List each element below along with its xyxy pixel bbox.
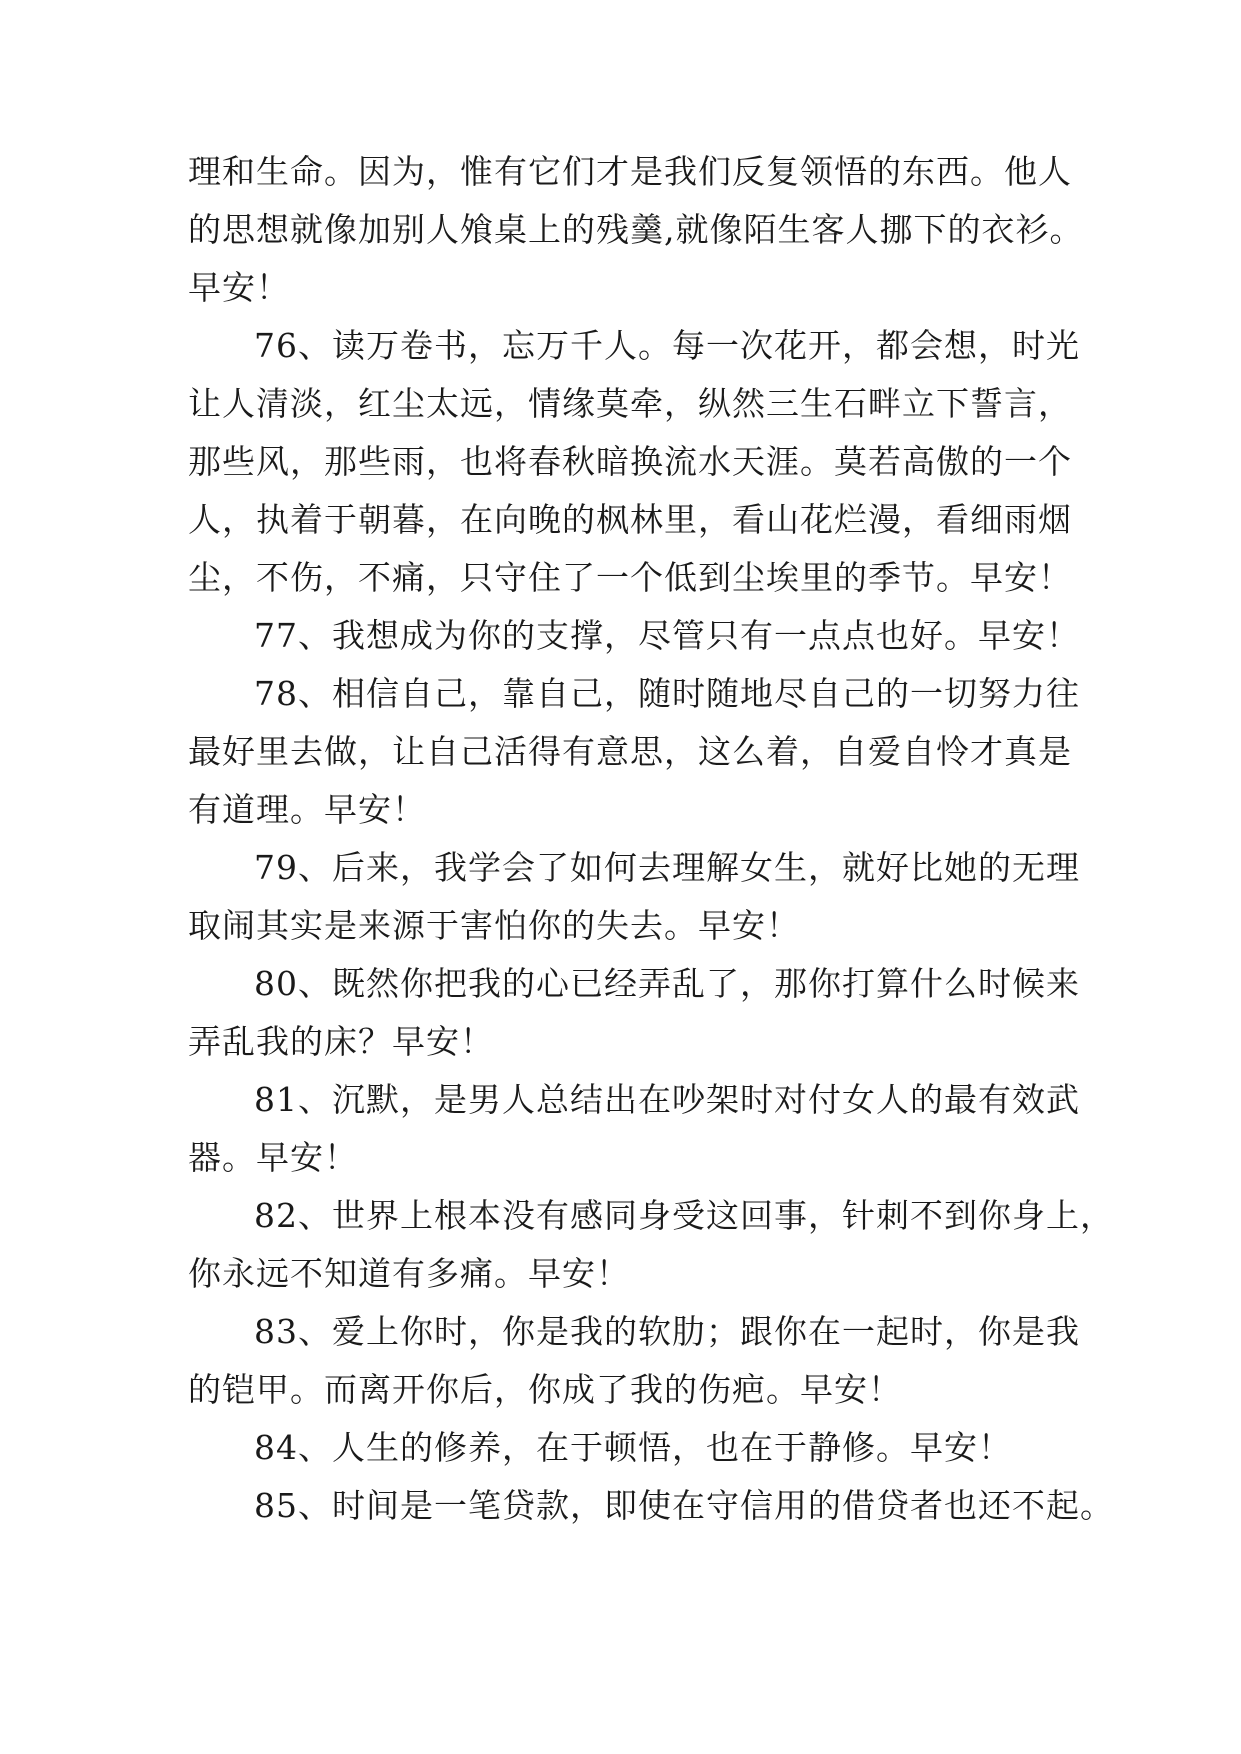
paragraph-78-start: 78、相信自己，靠自己，随时随地尽自己的一切努力往	[254, 674, 1080, 713]
paragraph-85-start: 85、时间是一笔贷款，即使在守信用的借贷者也还不起。	[254, 1486, 1114, 1525]
text-line: 弄乱我的床？早安！	[188, 1022, 494, 1061]
paragraph-76-start: 76、读万卷书，忘万千人。每一次花开，都会想，时光	[254, 326, 1080, 365]
paragraph-77-start: 77、我想成为你的支撑，尽管只有一点点也好。早安！	[254, 616, 1080, 655]
paragraph-81-start: 81、沉默，是男人总结出在吵架时对付女人的最有效武	[254, 1080, 1080, 1119]
text-line: 的思想就像加别人飧桌上的残羹,就像陌生客人挪下的衣衫。	[188, 210, 1084, 249]
text-line: 取闹其实是来源于害怕你的失去。早安！	[188, 906, 800, 945]
text-line: 的铠甲。而离开你后，你成了我的伤疤。早安！	[188, 1370, 902, 1409]
text-line: 理和生命。因为，惟有它们才是我们反复领悟的东西。他人	[188, 152, 1072, 191]
paragraph-80-start: 80、既然你把我的心已经弄乱了，那你打算什么时候来	[254, 964, 1080, 1003]
paragraph-82-start: 82、世界上根本没有感同身受这回事，针刺不到你身上，	[254, 1196, 1114, 1235]
paragraph-83-start: 83、爱上你时，你是我的软肋；跟你在一起时，你是我	[254, 1312, 1080, 1351]
text-line: 你永远不知道有多痛。早安！	[188, 1254, 630, 1293]
text-line: 最好里去做，让自己活得有意思，这么着，自爱自怜才真是	[188, 732, 1072, 771]
text-line: 早安！	[188, 268, 290, 307]
text-line: 有道理。早安！	[188, 790, 426, 829]
text-line: 尘，不伤，不痛，只守住了一个低到尘埃里的季节。早安！	[188, 558, 1072, 597]
text-line: 人，执着于朝暮，在向晚的枫林里，看山花烂漫，看细雨烟	[188, 500, 1072, 539]
paragraph-79-start: 79、后来，我学会了如何去理解女生，就好比她的无理	[254, 848, 1080, 887]
text-line: 那些风，那些雨，也将春秋暗换流水天涯。莫若高傲的一个	[188, 442, 1072, 481]
text-line: 器。早安！	[188, 1138, 358, 1177]
text-line: 让人清淡，红尘太远，情缘莫牵，纵然三生石畔立下誓言，	[188, 384, 1072, 423]
paragraph-84-start: 84、人生的修养，在于顿悟，也在于静修。早安！	[254, 1428, 1012, 1467]
